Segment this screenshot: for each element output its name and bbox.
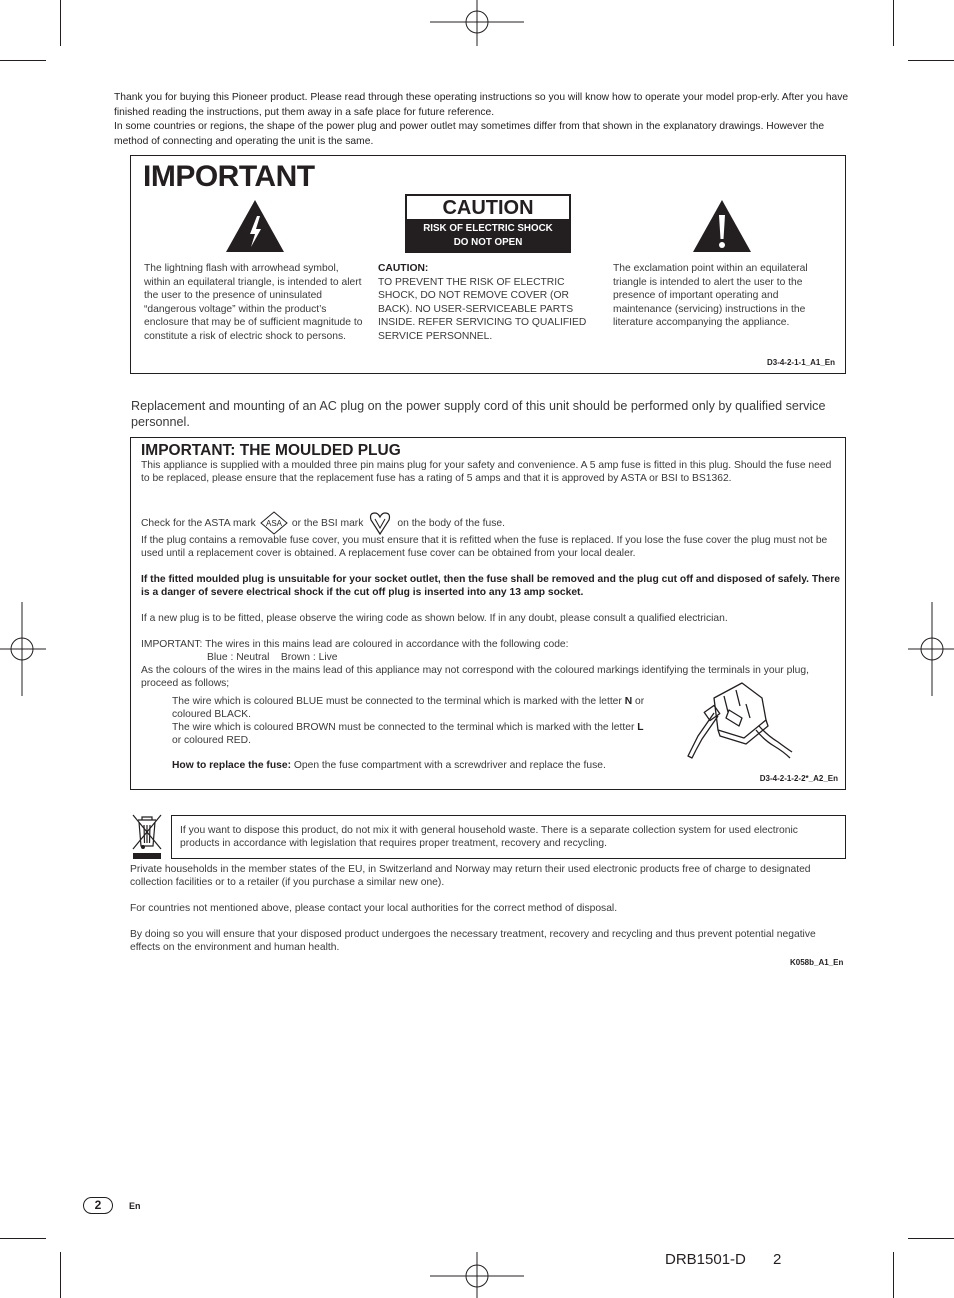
crop-mark bbox=[893, 0, 894, 46]
crop-mark bbox=[0, 1238, 46, 1239]
blue-wire-text-end: or coloured BLACK. bbox=[172, 696, 645, 720]
registration-mark-bottom bbox=[430, 1252, 524, 1298]
crossed-bin-icon bbox=[130, 812, 164, 860]
fuse-replace-instruction bbox=[172, 759, 652, 772]
disposal-paragraph: Private households in the member states of the EU, in Switzerland and Norway may return their used electronic products free of charge to designated collection facilities or to a retailer (if you purchase a similar new one). bbox=[130, 864, 811, 888]
lightning-warning-icon bbox=[224, 198, 286, 254]
caution-label-box bbox=[405, 194, 571, 253]
exclamation-warning-icon bbox=[691, 198, 753, 254]
replacement-notice: Replacement and mounting of an AC plug on the power supply cord of this unit should be performed only by qualified service personnel. bbox=[131, 399, 826, 429]
intro-text bbox=[114, 91, 850, 149]
blue-wire-instruction bbox=[172, 695, 652, 721]
disposal-paragraph: For countries not mentioned above, please contact your local authorities for the correct method of disposal. bbox=[130, 903, 618, 914]
brown-wire-text: The wire which is coloured BROWN must be connected to the terminal which is marked with the letter bbox=[172, 722, 638, 733]
important-title: IMPORTANT bbox=[143, 160, 315, 193]
moulded-warning: If the fitted moulded plug is unsuitable for your socket outlet, then the fuse shall be removed and the plug cut off and disposed of safely. There is a danger of severe electrical shock if the cut off plug is inserted into any 13 amp socket. bbox=[141, 574, 840, 598]
caution-text: TO PREVENT THE RISK OF ELECTRIC SHOCK, DO NOT REMOVE COVER (OR BACK). NO USER-SERVICEABLE PARTS INSIDE. REFER SERVICING TO QUALIFIED SERVICE PERSONNEL. bbox=[378, 276, 587, 342]
crop-mark bbox=[0, 60, 46, 61]
section-code: D3-4-2-1-1_A1_En bbox=[766, 358, 835, 367]
moulded-plug-heading: IMPORTANT: THE MOULDED PLUG bbox=[141, 442, 401, 459]
fuse-replace-label: How to replace the fuse: bbox=[172, 760, 292, 771]
crop-mark bbox=[908, 60, 954, 61]
crop-mark bbox=[908, 1238, 954, 1239]
wire-colour-code: Blue : Neutral Brown : Live bbox=[207, 652, 338, 663]
registration-mark-right bbox=[908, 602, 954, 696]
fuse-body-text: on the body of the fuse. bbox=[397, 517, 505, 529]
moulded-paragraph: As the colours of the wires in the mains lead of this appliance may not correspond with the coloured markings identifying the terminals in your plug, proceed as follows; bbox=[141, 665, 809, 689]
moulded-paragraph: If a new plug is to be fitted, please observe the wiring code as shown below. If in any doubt, please consult a qualified electrician. bbox=[141, 613, 728, 624]
exclamation-description: The exclamation point within an equilateral triangle is intended to alert the user to the presence of important operating and maintenance (servicing) instructions in the literature accompanying the appliance. bbox=[613, 263, 808, 328]
document-id: DRB1501-D bbox=[665, 1251, 746, 1268]
moulded-plug-box bbox=[130, 437, 846, 790]
fuse-replace-text: Open the fuse compartment with a screwdriver and replace the fuse. bbox=[291, 760, 606, 771]
moulded-paragraph: If the plug contains a removable fuse cover, you must ensure that it is refitted when the fuse is replaced. If you lose the fuse cover the plug must not be used until a replacement cover is obtained. A replacement fuse cover can be obtained from your local dealer. bbox=[141, 535, 828, 559]
document-page: 2 bbox=[773, 1251, 782, 1268]
intro-paragraph: Thank you for buying this Pioneer product. Please read through these operating instructions so you will know how to operate your model prop-erly. After you have finished reading the instructions, put them away in a safe place for future reference. bbox=[114, 92, 849, 118]
letter-l: L bbox=[637, 722, 644, 733]
bsi-check-text: or the BSI mark bbox=[291, 517, 364, 529]
disposal-notice-box: If you want to dispose this product, do not mix it with general household waste. There is a separate collection system for used electronic products in accordance with legislation that requires proper treatment, recovery and recycling. bbox=[171, 815, 846, 859]
registration-mark-top bbox=[430, 0, 524, 46]
lightning-description: The lightning flash with arrowhead symbol, within an equilateral triangle, is intended to alert the user to the presence of uninsulated “dangerous voltage” within the product’s enclosure that may be of sufficient magnitude to constitute a risk of electric shock to persons. bbox=[144, 263, 363, 342]
section-code: D3-4-2-1-2-2*_A2_En bbox=[759, 774, 838, 783]
crop-mark bbox=[893, 1252, 894, 1298]
registration-mark-left bbox=[0, 602, 46, 696]
asta-mark-icon bbox=[260, 511, 288, 535]
asta-check-text: Check for the ASTA mark bbox=[141, 517, 256, 529]
fuse-mark-line bbox=[141, 510, 841, 536]
blue-wire-text: The wire which is coloured BLUE must be connected to the terminal which is marked with the letter bbox=[172, 696, 625, 707]
caution-heading: CAUTION: bbox=[378, 263, 429, 274]
brown-wire-text-end: or coloured RED. bbox=[172, 735, 251, 746]
moulded-paragraph: This appliance is supplied with a moulded three pin mains plug for your safety and convenience. A 5 amp fuse is fitted in this plug. Should the fuse need to be replaced, please ensure that the replacement fuse has a rating of 5 amps and that it is approved by ASTA or BSI to BS1362. bbox=[141, 460, 832, 484]
important-box bbox=[130, 155, 846, 374]
letter-n: N bbox=[624, 696, 633, 707]
crop-mark bbox=[60, 1252, 61, 1298]
language-label: En bbox=[129, 1201, 141, 1211]
caution-label: CAUTION bbox=[442, 197, 534, 219]
caution-description bbox=[378, 262, 594, 343]
moulded-paragraph: IMPORTANT: The wires in this mains lead are coloured in accordance with the following code: bbox=[141, 639, 569, 650]
bsi-kitemark-icon bbox=[367, 510, 393, 536]
caution-sublabel bbox=[407, 219, 569, 251]
brown-wire-instruction bbox=[172, 721, 652, 747]
disposal-paragraph: By doing so you will ensure that your disposed product undergoes the necessary treatment, recovery and recycling and thus prevent potential negative effects on the environment and human health. bbox=[130, 929, 816, 953]
caution-sub-line: RISK OF ELECTRIC SHOCK bbox=[423, 223, 553, 234]
plug-screwdriver-illustration bbox=[684, 678, 794, 764]
page-number-badge: 2 bbox=[83, 1197, 113, 1214]
caution-sub-line: DO NOT OPEN bbox=[453, 236, 523, 248]
asta-mark-text: ASA bbox=[265, 519, 282, 528]
section-code: K058b_A1_En bbox=[790, 958, 844, 967]
crop-mark bbox=[60, 0, 61, 46]
intro-paragraph: In some countries or regions, the shape of the power plug and power outlet may sometimes differ from that shown in the explanatory drawings. However the method of connecting and operating the unit is the same. bbox=[114, 121, 825, 147]
